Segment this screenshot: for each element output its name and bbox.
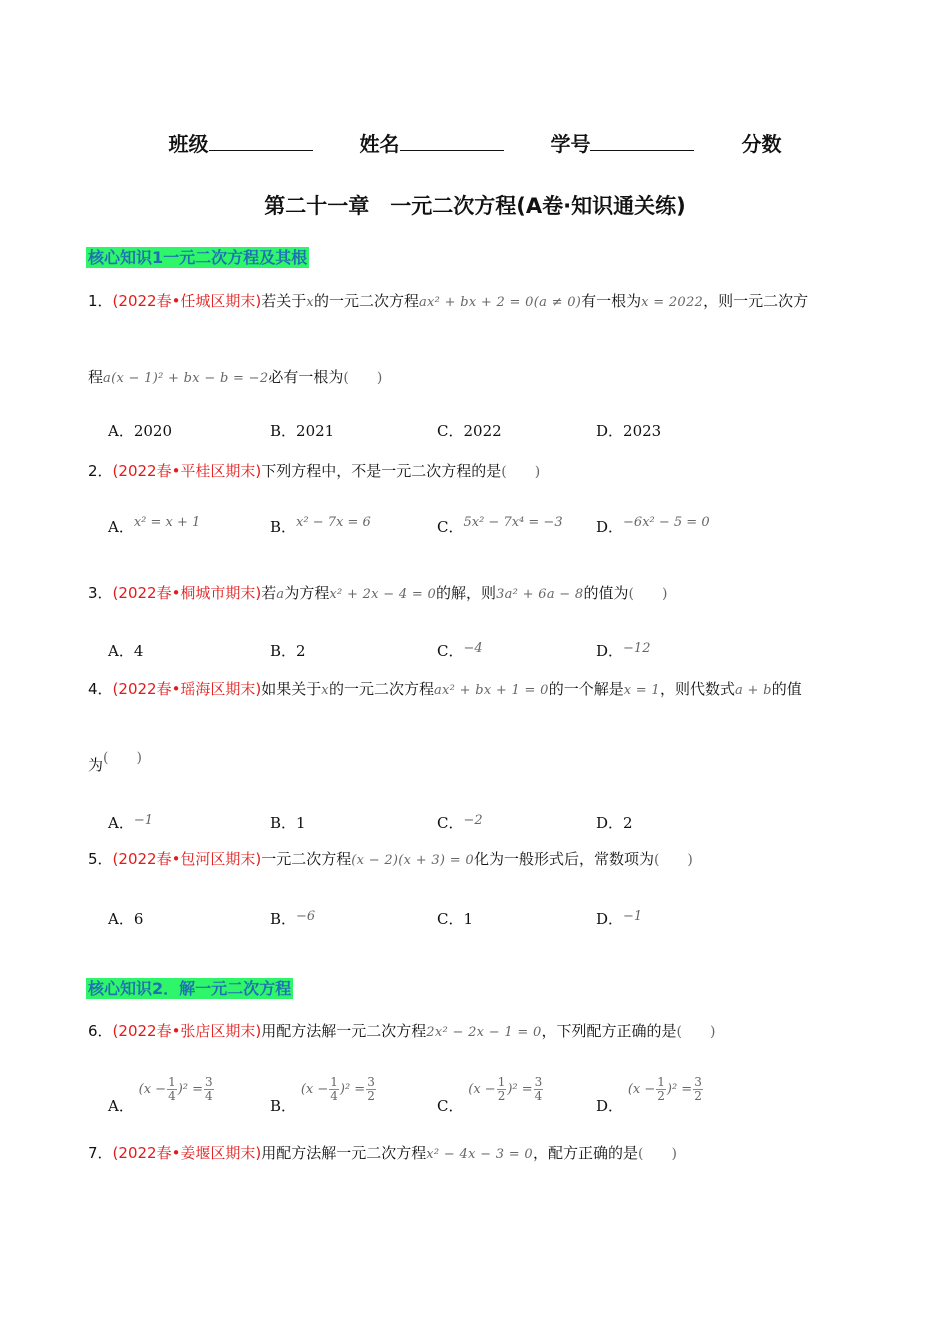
math-expr <box>138 1075 215 1103</box>
fraction <box>534 1076 544 1103</box>
q-text: 用配方法解一元二次方程 <box>261 1144 427 1162</box>
q-text: 如果关于 <box>261 680 322 698</box>
question-1 <box>88 290 808 311</box>
math-expr: x = 2022 <box>641 295 704 310</box>
page-title: 第二十一章 一元二次方程(A卷·知识通关练) <box>264 194 686 218</box>
math-expr: x <box>321 683 329 698</box>
q-source: (2022春•平桂区期末) <box>112 462 262 480</box>
math-expr: −2 <box>463 813 483 828</box>
math-expr: x = 1 <box>623 683 660 698</box>
answer-blank[interactable]: ( ) <box>501 464 541 480</box>
question-1-cont <box>88 366 382 387</box>
option-label: D． <box>596 518 624 536</box>
q6-option-c[interactable] <box>437 1075 544 1115</box>
q-number: 4． <box>88 680 113 698</box>
q-text: 用配方法解一元二次方程 <box>261 1022 427 1040</box>
denominator: 2 <box>694 1089 702 1103</box>
q-text: ，下列配方正确的是 <box>541 1022 677 1040</box>
option-label: B． <box>270 518 297 536</box>
q6-option-a[interactable] <box>108 1075 215 1115</box>
q-source: (2022春•瑶海区期末) <box>112 680 262 698</box>
id-field[interactable] <box>550 128 694 157</box>
class-field[interactable] <box>169 128 313 157</box>
math-expr <box>627 1075 704 1103</box>
fraction <box>656 1076 666 1103</box>
q5-option-d[interactable] <box>596 908 642 929</box>
math-expr: a <box>276 587 285 602</box>
numerator: 3 <box>367 1075 375 1089</box>
q-source: (2022春•任城区期末) <box>112 292 262 310</box>
option-label: C． <box>437 1097 464 1115</box>
math-expr: −1 <box>133 813 154 828</box>
q-source: (2022春•桐城市期末) <box>112 584 262 602</box>
q1-option-d[interactable]: D．2023 <box>596 422 662 440</box>
q5-option-b[interactable] <box>270 908 315 929</box>
q-text: 一元二次方程 <box>261 850 352 868</box>
q-text: 若 <box>261 584 277 602</box>
student-info-row <box>0 128 950 157</box>
score-field <box>741 128 781 157</box>
option-label: A． <box>108 518 134 536</box>
section-heading-2 <box>86 976 293 999</box>
option-label: A． <box>108 1097 134 1115</box>
math-expr: −6 <box>296 909 316 924</box>
numerator: 1 <box>497 1075 506 1089</box>
option-label: D． <box>596 642 624 660</box>
fraction <box>366 1076 376 1103</box>
answer-blank[interactable]: ( ) <box>637 1146 677 1162</box>
q-text: 必有一根为 <box>268 368 344 386</box>
denominator: 4 <box>168 1089 176 1103</box>
q-text: 若关于 <box>261 292 307 310</box>
fraction <box>693 1076 703 1103</box>
q-text: ，则代数式 <box>660 680 736 698</box>
score-label: 分数 <box>741 132 782 156</box>
math-expr: x² − 7x = 6 <box>296 515 371 530</box>
math-expr: −6x² − 5 = 0 <box>623 515 710 530</box>
q-text: 的一元二次方程 <box>328 680 434 698</box>
math-part: (x − <box>138 1082 167 1097</box>
math-expr: (x − 2)(x + 3) = 0 <box>351 853 474 868</box>
q3-option-d[interactable] <box>596 640 650 661</box>
option-label: B． <box>270 1097 297 1115</box>
q-text: 有一根为 <box>581 292 642 310</box>
answer-blank[interactable]: ( ) <box>628 586 668 602</box>
q5-option-a[interactable]: A．6 <box>108 910 144 928</box>
math-expr: −4 <box>463 641 483 656</box>
math-expr: x² − 4x − 3 = 0 <box>426 1147 533 1162</box>
question-4 <box>88 678 802 699</box>
q2-option-d[interactable] <box>596 516 710 537</box>
class-label: 班级 <box>168 132 209 156</box>
numerator: 3 <box>205 1075 213 1089</box>
question-7 <box>88 1142 677 1163</box>
q-number: 7． <box>88 1144 113 1162</box>
math-part: (x − <box>300 1082 329 1097</box>
q-text: 化为一般形式后，常数项为 <box>473 850 654 868</box>
q-source: (2022春•张店区期末) <box>112 1022 262 1040</box>
math-expr: ax² + bx + 2 = 0(a ≠ 0) <box>418 295 582 310</box>
q-text: 的解，则 <box>436 584 497 602</box>
denominator: 4 <box>330 1089 338 1103</box>
q-source: (2022春•姜堰区期末) <box>112 1144 262 1162</box>
numerator: 3 <box>534 1075 543 1089</box>
math-expr: 3a² + 6a − 8 <box>496 587 584 602</box>
fraction <box>497 1076 507 1103</box>
option-label: D． <box>596 1097 624 1115</box>
q2-option-a[interactable] <box>108 516 200 537</box>
math-expr: 5x² − 7x⁴ = −3 <box>463 515 563 530</box>
q-number: 5． <box>88 850 113 868</box>
option-label: C． <box>437 814 464 832</box>
q6-option-d[interactable] <box>596 1075 704 1115</box>
numerator: 1 <box>657 1075 665 1089</box>
q-text: ，配方正确的是 <box>532 1144 638 1162</box>
option-label: C． <box>437 642 464 660</box>
name-blank[interactable] <box>400 132 504 151</box>
q-number: 2． <box>88 462 113 480</box>
math-expr: ax² + bx + 1 = 0 <box>433 683 549 698</box>
option-label: C． <box>437 518 464 536</box>
math-expr: −12 <box>623 641 651 656</box>
denominator: 2 <box>497 1089 506 1103</box>
q5-option-c[interactable]: C．1 <box>437 910 474 928</box>
math-expr: 2x² − 2x − 1 = 0 <box>426 1025 542 1040</box>
denominator: 2 <box>367 1089 375 1103</box>
question-6 <box>88 1020 715 1041</box>
q-text: 的值为 <box>583 584 629 602</box>
question-2 <box>88 460 540 481</box>
name-field[interactable] <box>360 128 504 157</box>
fraction <box>204 1076 214 1103</box>
q3-option-c[interactable] <box>437 640 483 661</box>
answer-blank[interactable]: ( ) <box>103 750 142 766</box>
math-expr: x <box>306 295 314 310</box>
fraction <box>329 1076 339 1103</box>
q2-option-b[interactable] <box>270 516 371 537</box>
numerator: 1 <box>330 1075 338 1089</box>
math-part: )² = <box>339 1082 366 1097</box>
math-expr: x² = x + 1 <box>133 515 201 530</box>
answer-blank[interactable]: ( ) <box>343 370 383 386</box>
q-text: 下列方程中，不是一元二次方程的是 <box>261 462 502 480</box>
math-part: (x − <box>468 1082 496 1097</box>
q-text: 的值 <box>771 680 802 698</box>
q-text: 程 <box>88 368 104 386</box>
q1-option-a[interactable]: A．2020 <box>108 422 173 440</box>
numerator: 1 <box>168 1075 176 1089</box>
class-blank[interactable] <box>209 132 313 151</box>
question-4-cont <box>88 750 142 775</box>
answer-blank[interactable]: ( ) <box>676 1024 716 1040</box>
name-label: 姓名 <box>359 132 400 156</box>
q3-option-b[interactable]: B．2 <box>270 642 306 660</box>
denominator: 4 <box>205 1089 213 1103</box>
q4-option-c[interactable] <box>437 812 483 833</box>
q-text: ，则一元二次方 <box>703 292 809 310</box>
q4-option-a[interactable] <box>108 812 153 833</box>
q1-option-b[interactable]: B．2021 <box>270 422 335 440</box>
option-label: D． <box>596 910 624 928</box>
q-source: (2022春•包河区期末) <box>112 850 262 868</box>
question-5 <box>88 848 693 869</box>
q-number: 6． <box>88 1022 113 1040</box>
math-expr: a(x − 1)² + bx − b = −2 <box>103 371 269 386</box>
math-expr: −1 <box>623 909 643 924</box>
q4-option-d[interactable]: D．2 <box>596 814 633 832</box>
math-expr <box>468 1075 544 1103</box>
math-part: )² = <box>507 1082 533 1097</box>
section-heading-1 <box>86 245 309 268</box>
fraction <box>167 1076 177 1103</box>
math-part: )² = <box>177 1082 204 1097</box>
section-2-label: 核心知识2．解一元二次方程 <box>88 979 292 998</box>
q-number: 3． <box>88 584 113 602</box>
q6-option-b[interactable] <box>270 1075 377 1115</box>
q-number: 1． <box>88 292 113 310</box>
section-1-label: 核心知识1一元二次方程及其根 <box>88 248 308 267</box>
q3-option-a[interactable]: A．4 <box>108 642 144 660</box>
math-part: (x − <box>627 1082 656 1097</box>
math-expr <box>300 1075 377 1103</box>
q-text: 为方程 <box>284 584 330 602</box>
q-text: 的一元二次方程 <box>313 292 419 310</box>
q1-option-c[interactable]: C．2022 <box>437 422 502 440</box>
answer-blank[interactable]: ( ) <box>653 852 693 868</box>
id-label: 学号 <box>550 132 591 156</box>
q4-option-b[interactable]: B．1 <box>270 814 306 832</box>
id-blank[interactable] <box>590 132 694 151</box>
option-label: B． <box>270 910 297 928</box>
q-text: 的一个解是 <box>548 680 624 698</box>
math-part: )² = <box>666 1082 693 1097</box>
numerator: 3 <box>694 1075 702 1089</box>
option-label: A． <box>108 814 134 832</box>
q-text: 为 <box>88 756 104 774</box>
denominator: 4 <box>534 1089 543 1103</box>
q2-option-c[interactable] <box>437 516 563 537</box>
denominator: 2 <box>657 1089 665 1103</box>
math-expr: x² + 2x − 4 = 0 <box>329 587 437 602</box>
math-expr: a + b <box>735 683 772 698</box>
question-3 <box>88 582 667 603</box>
